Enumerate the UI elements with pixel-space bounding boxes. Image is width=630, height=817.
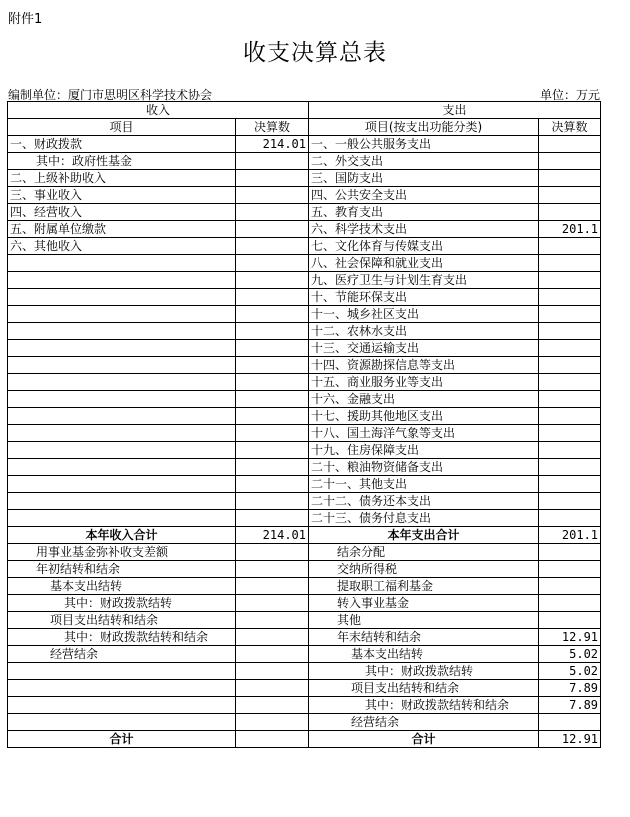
header-row-sections xyxy=(8,102,601,119)
expense-item-cell: 项目支出结转和结余 xyxy=(309,680,539,697)
expense-amount-cell xyxy=(539,357,601,374)
expense-amount-cell xyxy=(539,340,601,357)
expense-amount-cell xyxy=(539,714,601,731)
expense-item-cell: 十、节能环保支出 xyxy=(309,289,539,306)
expense-item-cell: 五、教育支出 xyxy=(309,204,539,221)
income-item-cell xyxy=(8,425,236,442)
table-row xyxy=(8,221,601,238)
table-row xyxy=(8,323,601,340)
expense-item-cell: 基本支出结转 xyxy=(309,646,539,663)
table-row xyxy=(8,272,601,289)
income-item-cell xyxy=(8,391,236,408)
expense-item-cell: 结余分配 xyxy=(309,544,539,561)
table-row xyxy=(8,612,601,629)
table-row xyxy=(8,714,601,731)
table-row xyxy=(8,374,601,391)
expense-amount-cell xyxy=(539,204,601,221)
expense-amount-cell xyxy=(539,493,601,510)
income-amount-cell xyxy=(236,663,309,680)
income-amount-cell xyxy=(236,374,309,391)
income-amount-cell xyxy=(236,340,309,357)
income-amount-cell xyxy=(236,646,309,663)
expense-amount-cell xyxy=(539,255,601,272)
table-row xyxy=(8,289,601,306)
income-item-cell: 二、上级补助收入 xyxy=(8,170,236,187)
expense-amount-cell xyxy=(539,187,601,204)
income-item-cell xyxy=(8,272,236,289)
income-amount-cell xyxy=(236,714,309,731)
income-total-value: 214.01 xyxy=(236,527,309,544)
income-item-cell: 基本支出结转 xyxy=(8,578,236,595)
expense-item-cell: 交纳所得税 xyxy=(309,561,539,578)
expense-item-cell: 七、文化体育与传媒支出 xyxy=(309,238,539,255)
income-item-header: 项目 xyxy=(8,119,236,136)
income-item-cell: 一、财政拨款 xyxy=(8,136,236,153)
income-amount-cell xyxy=(236,238,309,255)
expense-amount-cell: 5.02 xyxy=(539,663,601,680)
expense-amount-cell xyxy=(539,595,601,612)
income-amount-cell xyxy=(236,510,309,527)
expense-item-cell: 四、公共安全支出 xyxy=(309,187,539,204)
table-row xyxy=(8,476,601,493)
income-item-cell: 其中：财政拨款结转 xyxy=(8,595,236,612)
expense-amount-cell xyxy=(539,476,601,493)
income-item-cell: 四、经营收入 xyxy=(8,204,236,221)
income-section-header: 收入 xyxy=(8,102,309,119)
expense-amount-cell: 201.1 xyxy=(539,221,601,238)
table-row xyxy=(8,187,601,204)
header-row-columns xyxy=(8,119,601,136)
income-item-cell xyxy=(8,714,236,731)
expense-amount-cell xyxy=(539,459,601,476)
income-item-cell xyxy=(8,306,236,323)
table-row xyxy=(8,204,601,221)
expense-amount-cell xyxy=(539,238,601,255)
budget-table xyxy=(7,101,601,748)
expense-item-cell: 年末结转和结余 xyxy=(309,629,539,646)
expense-amount-cell xyxy=(539,391,601,408)
income-item-cell: 六、其他收入 xyxy=(8,238,236,255)
expense-amount-cell xyxy=(539,289,601,306)
grand-total-row xyxy=(8,731,601,748)
income-item-cell xyxy=(8,697,236,714)
expense-total-label: 本年支出合计 xyxy=(309,527,539,544)
table-row xyxy=(8,136,601,153)
table-row xyxy=(8,153,601,170)
income-amount-cell xyxy=(236,289,309,306)
expense-item-cell: 十一、城乡社区支出 xyxy=(309,306,539,323)
expense-item-cell: 二、外交支出 xyxy=(309,153,539,170)
income-amount-cell xyxy=(236,357,309,374)
expense-item-cell: 其他 xyxy=(309,612,539,629)
income-amount-cell xyxy=(236,323,309,340)
income-item-cell xyxy=(8,459,236,476)
income-amount-cell xyxy=(236,187,309,204)
table-row xyxy=(8,697,601,714)
expense-item-cell: 一、一般公共服务支出 xyxy=(309,136,539,153)
grand-total-expense-label: 合计 xyxy=(309,731,539,748)
unit-label: 单位：万元 xyxy=(539,88,600,102)
expense-item-cell: 其中：财政拨款结转和结余 xyxy=(309,697,539,714)
income-amount-cell xyxy=(236,561,309,578)
table-row xyxy=(8,663,601,680)
expense-amount-cell: 7.89 xyxy=(539,680,601,697)
income-item-cell xyxy=(8,408,236,425)
expense-amount-cell xyxy=(539,425,601,442)
attachment-label: 附件1 xyxy=(8,12,43,27)
expense-item-cell: 转入事业基金 xyxy=(309,595,539,612)
income-item-cell xyxy=(8,680,236,697)
income-amount-cell xyxy=(236,697,309,714)
income-amount-cell xyxy=(236,255,309,272)
income-item-cell: 用事业基金弥补收支差额 xyxy=(8,544,236,561)
expense-amount-cell xyxy=(539,170,601,187)
income-amount-cell xyxy=(236,408,309,425)
expense-item-cell: 十七、援助其他地区支出 xyxy=(309,408,539,425)
income-item-cell: 三、事业收入 xyxy=(8,187,236,204)
grand-total-income-label: 合计 xyxy=(8,731,236,748)
expense-item-cell: 九、医疗卫生与计划生育支出 xyxy=(309,272,539,289)
table-row xyxy=(8,238,601,255)
expense-amount-cell: 7.89 xyxy=(539,697,601,714)
income-amount-cell xyxy=(236,170,309,187)
expense-amount-cell xyxy=(539,374,601,391)
expense-item-cell: 十三、交通运输支出 xyxy=(309,340,539,357)
expense-item-cell: 二十三、债务付息支出 xyxy=(309,510,539,527)
income-amount-cell xyxy=(236,306,309,323)
table-row xyxy=(8,255,601,272)
income-item-cell xyxy=(8,340,236,357)
table-row xyxy=(8,408,601,425)
table-row xyxy=(8,561,601,578)
expense-item-cell: 十六、金融支出 xyxy=(309,391,539,408)
income-amount-cell xyxy=(236,595,309,612)
expense-amount-header: 决算数 xyxy=(539,119,601,136)
income-amount-cell xyxy=(236,629,309,646)
income-item-cell xyxy=(8,357,236,374)
income-amount-cell xyxy=(236,425,309,442)
expense-item-cell: 十二、农林水支出 xyxy=(309,323,539,340)
expense-amount-cell xyxy=(539,578,601,595)
expense-item-cell: 二十一、其他支出 xyxy=(309,476,539,493)
expense-item-cell: 十四、资源勘探信息等支出 xyxy=(309,357,539,374)
expense-amount-cell xyxy=(539,323,601,340)
expense-amount-cell xyxy=(539,272,601,289)
income-amount-cell xyxy=(236,442,309,459)
grand-total-expense-value: 12.91 xyxy=(539,731,601,748)
income-item-cell xyxy=(8,663,236,680)
income-item-cell xyxy=(8,323,236,340)
table-row xyxy=(8,680,601,697)
table-row xyxy=(8,357,601,374)
expense-item-cell: 十五、商业服务业等支出 xyxy=(309,374,539,391)
table-row xyxy=(8,629,601,646)
table-row xyxy=(8,391,601,408)
income-amount-cell xyxy=(236,476,309,493)
income-amount-cell xyxy=(236,204,309,221)
expense-item-cell: 提取职工福利基金 xyxy=(309,578,539,595)
income-item-cell xyxy=(8,493,236,510)
expense-item-cell: 二十、粮油物资储备支出 xyxy=(309,459,539,476)
expense-item-cell: 十九、住房保障支出 xyxy=(309,442,539,459)
income-item-cell: 年初结转和结余 xyxy=(8,561,236,578)
income-item-cell xyxy=(8,510,236,527)
expense-amount-cell xyxy=(539,561,601,578)
income-item-cell: 项目支出结转和结余 xyxy=(8,612,236,629)
table-row xyxy=(8,340,601,357)
income-item-cell xyxy=(8,442,236,459)
expense-item-cell: 经营结余 xyxy=(309,714,539,731)
expense-item-header: 项目(按支出功能分类) xyxy=(309,119,539,136)
income-total-label: 本年收入合计 xyxy=(8,527,236,544)
income-item-cell xyxy=(8,255,236,272)
page-title: 收支决算总表 xyxy=(243,40,387,66)
expense-item-cell: 六、科学技术支出 xyxy=(309,221,539,238)
income-amount-cell xyxy=(236,272,309,289)
expense-item-cell: 其中：财政拨款结转 xyxy=(309,663,539,680)
expense-item-cell: 八、社会保障和就业支出 xyxy=(309,255,539,272)
expense-amount-cell: 5.02 xyxy=(539,646,601,663)
table-row xyxy=(8,442,601,459)
income-amount-cell xyxy=(236,612,309,629)
expense-amount-cell xyxy=(539,442,601,459)
annual-total-row xyxy=(8,527,601,544)
income-item-cell: 其中：财政拨款结转和结余 xyxy=(8,629,236,646)
income-amount-cell xyxy=(236,493,309,510)
expense-amount-cell: 12.91 xyxy=(539,629,601,646)
expense-amount-cell xyxy=(539,153,601,170)
table-row xyxy=(8,493,601,510)
expense-item-cell: 二十二、债务还本支出 xyxy=(309,493,539,510)
income-amount-cell xyxy=(236,544,309,561)
income-item-cell xyxy=(8,476,236,493)
organization-label: 编制单位：厦门市思明区科学技术协会 xyxy=(8,88,213,102)
expense-amount-cell xyxy=(539,136,601,153)
table-row xyxy=(8,306,601,323)
income-item-cell: 经营结余 xyxy=(8,646,236,663)
expense-section-header: 支出 xyxy=(309,102,601,119)
expense-amount-cell xyxy=(539,544,601,561)
income-amount-cell xyxy=(236,578,309,595)
table-row xyxy=(8,425,601,442)
expense-amount-cell xyxy=(539,510,601,527)
income-amount-cell xyxy=(236,459,309,476)
income-item-cell: 五、附属单位缴款 xyxy=(8,221,236,238)
table-row xyxy=(8,544,601,561)
expense-item-cell: 三、国防支出 xyxy=(309,170,539,187)
income-item-cell xyxy=(8,374,236,391)
income-amount-cell xyxy=(236,153,309,170)
table-row xyxy=(8,170,601,187)
income-amount-header: 决算数 xyxy=(236,119,309,136)
grand-total-income-value xyxy=(236,731,309,748)
income-amount-cell xyxy=(236,680,309,697)
income-item-cell xyxy=(8,289,236,306)
table-row xyxy=(8,578,601,595)
table-row xyxy=(8,595,601,612)
expense-item-cell: 十八、国土海洋气象等支出 xyxy=(309,425,539,442)
table-row xyxy=(8,459,601,476)
table-row xyxy=(8,510,601,527)
expense-total-value: 201.1 xyxy=(539,527,601,544)
income-amount-cell xyxy=(236,391,309,408)
expense-amount-cell xyxy=(539,612,601,629)
expense-amount-cell xyxy=(539,408,601,425)
income-amount-cell: 214.01 xyxy=(236,136,309,153)
expense-amount-cell xyxy=(539,306,601,323)
income-amount-cell xyxy=(236,221,309,238)
income-item-cell: 其中：政府性基金 xyxy=(8,153,236,170)
table-row xyxy=(8,646,601,663)
